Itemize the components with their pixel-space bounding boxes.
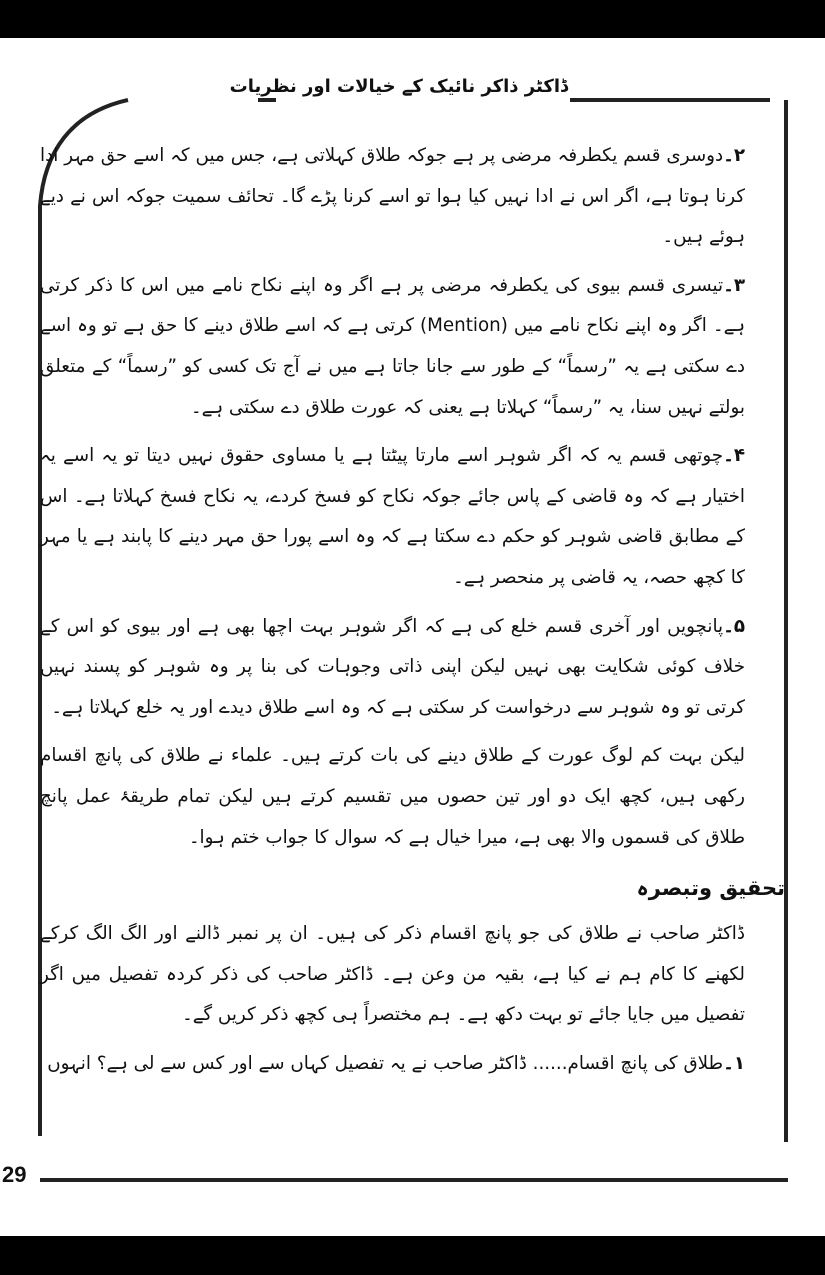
paragraph-number: ۳۔ bbox=[723, 274, 745, 296]
header-rule-right bbox=[570, 98, 770, 102]
paragraph-text: ڈاکٹر صاحب نے طلاق کی جو پانچ اقسام ذکر کی ہیں۔ ان پر نمبر ڈالنے اور الگ الگ کرکے لکھنے کا کام ہم نے کیا ہے، بقیہ من وعن ہے۔ ڈاکٹر صاحب کی ذکر کردہ تفصیل میں اگر تفصیل میں جایا جائے تو بہت دکھ ہے۔ ہم مختصراً ہی کچھ ذکر کریں گے۔ bbox=[40, 923, 745, 1026]
paragraph-text: طلاق کی پانچ اقسام...... ڈاکٹر صاحب نے یہ تفصیل کہاں سے اور کس سے لی ہے؟ انہوں bbox=[47, 1052, 724, 1074]
paragraph-text: تیسری قسم بیوی کی یکطرفہ مرضی پر ہے اگر وہ اپنے نکاح نامے میں اس کا ذکر کرتی ہے۔ اگر وہ اپنے نکاح نامے میں (Mention) کرتی ہے کہ اسے طلاق دینے کا حق ہے تو وہ اسے دے سکتی ہے یہ ”رسماً“ کے طور سے جانا جاتا ہے میں نے آج تک کسی کو ”رسماً“ کے متعلق بولتے نہیں سنا، یہ ”رسماً“ کہلاتا ہے یعنی کہ عورت طلاق دے سکتی ہے۔ bbox=[40, 274, 745, 418]
paragraph-text: پانچویں اور آخری قسم خلع کی ہے کہ اگر شوہر بہت اچھا بھی ہے اور بیوی کو اس کے خلاف کوئی شکایت بھی نہیں لیکن اپنی ذاتی وجوہات کی بنا پر وہ شوہر کو پسند نہیں کرتی تو وہ شوہر سے درخواست کر سکتی ہے کہ وہ اسے طلاق دیدے اور یہ خلع کہلاتا ہے۔ bbox=[40, 615, 745, 718]
paragraph-conclusion bbox=[40, 736, 785, 858]
body-text bbox=[40, 136, 785, 1090]
paragraph-type-4 bbox=[40, 436, 785, 598]
header-rule-left bbox=[258, 98, 276, 102]
paragraph-number: ۵۔ bbox=[723, 615, 745, 637]
paragraph-number: ۲۔ bbox=[723, 145, 745, 166]
running-header-title: ڈاکٹر ذاکر نائیک کے خیالات اور نظریات bbox=[229, 76, 568, 97]
footer-rule bbox=[40, 1178, 788, 1182]
paragraph-number: ۴۔ bbox=[723, 445, 745, 467]
paragraph-text: دوسری قسم یکطرفہ مرضی پر ہے جوکہ طلاق کہلاتی ہے، جس میں کہ اسے حق مہر ادا کرنا ہوتا ہے، اگر اس نے ادا نہیں کیا ہوا تو اسے کرنا پڑے گا۔ تحائف سمیت جوکہ اس نے دیے ہوئے ہیں۔ bbox=[40, 145, 745, 248]
paragraph-type-2 bbox=[40, 136, 785, 258]
book-page bbox=[0, 38, 825, 1236]
section-paragraph-2 bbox=[40, 1044, 785, 1085]
paragraph-text: لیکن بہت کم لوگ عورت کے طلاق دینے کی بات کرتے ہیں۔ علماء نے طلاق کی پانچ اقسام رکھی ہیں، کچھ ایک دو اور تین حصوں میں تقسیم کرتے ہیں لیکن تمام طریقۂ عمل پانچ طلاق کی قسموں والا بھی ہے، میرا خیال ہے کہ سوال کا جواب ختم ہوا۔ bbox=[40, 745, 745, 848]
paragraph-type-5 bbox=[40, 607, 785, 729]
paragraph-type-3 bbox=[40, 266, 785, 428]
page-number: 29 bbox=[2, 1162, 27, 1187]
section-heading: تحقیق وتبصرہ bbox=[636, 876, 785, 901]
paragraph-text: چوتھی قسم یہ کہ اگر شوہر اسے مارتا پیٹتا ہے یا مساوی حقوق نہیں دیتا تو یہ اسے یہ اختیار ہے کہ وہ قاضی کے پاس جائے جوکہ نکاح کو فسخ کردے، یہ نکاح فسخ کہلاتا ہے۔ اس کے مطابق قاضی شوہر کو حکم دے سکتا ہے کہ وہ اسے پورا حق مہر دینے کا پابند ہے یا مہر کا کچھ حصہ، یہ قاضی پر منحصر ہے۔ bbox=[40, 445, 745, 588]
paragraph-number: ۱۔ bbox=[723, 1052, 745, 1074]
section-paragraph-1 bbox=[40, 914, 785, 1036]
